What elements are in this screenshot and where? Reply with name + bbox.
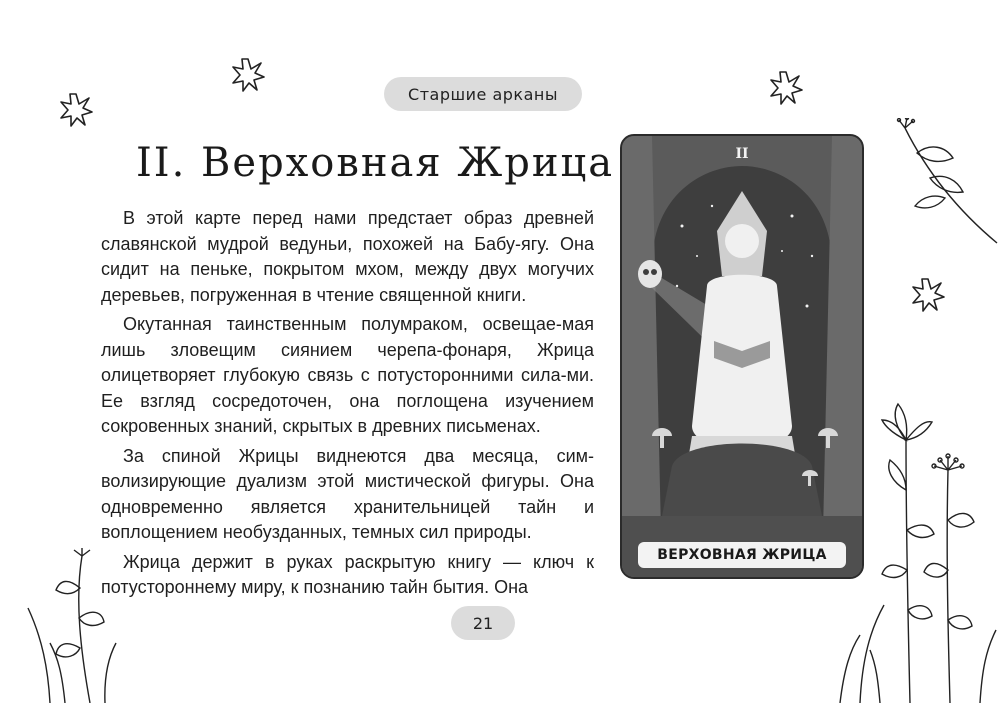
tarot-card-image	[620, 134, 864, 579]
section-label	[384, 77, 582, 111]
flower-sprig-icon	[895, 118, 1000, 248]
star-icon	[58, 92, 94, 128]
paragraph: Жрица держит в руках раскрытую книгу — ключ к потустороннему миру, к познанию тайн бытия. Она	[101, 551, 594, 597]
body-text	[101, 206, 594, 601]
card-numeral: II	[735, 146, 749, 162]
page-number-text: 21	[472, 613, 494, 633]
star-icon	[910, 277, 946, 313]
card-label	[638, 542, 846, 568]
paragraph: Окутанная таинственным полумраком, освещае-мая лишь зловещим сиянием черепа-фонаря, Жрица олицетворяет глубокую связь с потусторонними сила-ми. Ее взгляд сосредоточен, она поглощена изучением сокровенных знаний, скрытых в древних письменах.	[101, 314, 594, 436]
star-icon	[768, 70, 804, 106]
section-label-text: Старшие арканы	[408, 84, 558, 104]
card-label-text: ВЕРХОВНАЯ ЖРИЦА	[657, 547, 827, 563]
paragraph: В этой карте перед нами предстает образ древней славянской мудрой ведуньи, похожей на Бабу-ягу. Она сидит на пеньке, покрытом мхом, между двух могучих деревьев, погруженная в чтение священной книги.	[101, 208, 594, 305]
page-title: II. Верховная Жрица	[136, 140, 615, 186]
card-illustration	[622, 136, 862, 577]
star-icon	[230, 57, 266, 93]
paragraph: За спиной Жрицы виднеются два месяца, сим-волизирующие дуализм этой мистической фигуры. Она одновременно является хранительницей тайн и воплощением необузданных, темных сил природы.	[101, 445, 594, 542]
page-number	[451, 606, 515, 640]
